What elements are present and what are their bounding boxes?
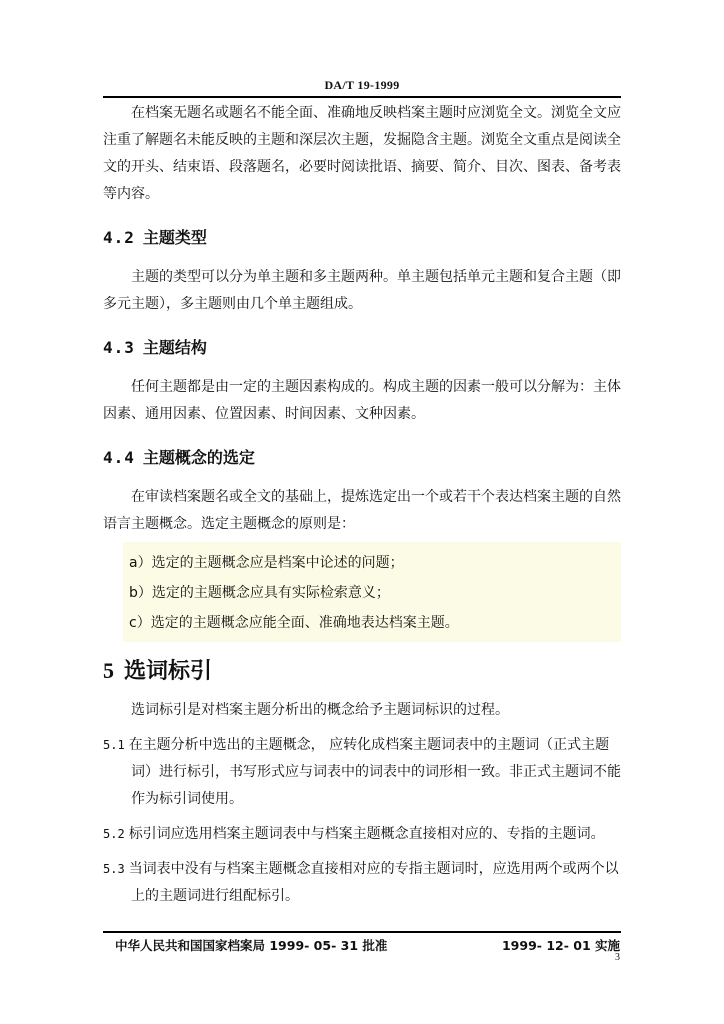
section-4-3-heading	[103, 337, 621, 359]
clause-5-2	[103, 821, 621, 848]
clause-number: 5.1	[103, 738, 125, 752]
section-4-2-body: 主题的类型可以分为单主题和多主题两种。单主题包括单元主题和复合主题（即多元主题），多主题则由几个单主题组成。	[103, 269, 621, 312]
section-5-heading	[103, 656, 621, 687]
clause-5-1	[103, 732, 621, 813]
section-number: 4.3	[103, 338, 135, 357]
section-5-body: 选词标引是对档案主题分析出的概念给予主题词标识的过程。	[131, 702, 509, 718]
section-title: 主题结构	[142, 338, 207, 357]
list-item: a）选定的主题概念应是档案中论述的问题；	[129, 555, 404, 571]
footer-rule	[103, 931, 621, 933]
standard-code: DA/T 19-1999	[324, 78, 400, 92]
section-number: 5	[103, 658, 114, 683]
clause-5-3	[103, 856, 621, 910]
section-4-2-heading	[103, 227, 621, 249]
section-4-3-body: 任何主题都是由一定的主题因素构成的。构成主题的因素一般可以分解为：主体因素、通用因素、位置因素、时间因素、文种因素。	[103, 379, 621, 422]
page-content	[103, 100, 621, 910]
section-number: 4.2	[103, 228, 135, 247]
header-rule	[103, 96, 621, 98]
page-number: 3	[615, 952, 620, 963]
list-item: b）选定的主题概念应具有实际检索意义；	[129, 585, 390, 601]
clause-text: 当词表中没有与档案主题概念直接相对应的专指主题词时，应选用两个或两个以上的主题词进行组配标引。	[128, 861, 619, 904]
section-title: 主题类型	[142, 228, 207, 247]
list-item: c）选定的主题概念应能全面、准确地表达档案主题。	[129, 615, 459, 631]
implementation-date: 1999- 12- 01 实施	[501, 938, 620, 953]
principles-list	[123, 542, 621, 642]
clause-number: 5.2	[103, 827, 125, 841]
intro-paragraph: 在档案无题名或题名不能全面、准确地反映档案主题时应浏览全文。浏览全文应注重了解题名未能反映的主题和深层次主题，发掘隐含主题。浏览全文重点是阅读全文的开头、结束语、段落题名，必要时阅读批语、摘要、简介、目次、图表、备考表等内容。	[103, 105, 621, 202]
section-4-4-body: 在审读档案题名或全文的基础上，提炼选定出一个或若干个表达档案主题的自然语言主题概念。选定主题概念的原则是：	[103, 489, 621, 532]
clause-text: 在主题分析中选出的主题概念， 应转化成档案主题词表中的主题词（正式主题词）进行标引，书写形式应与词表中的词表中的词形相一致。非正式主题词不能作为标引词使用。	[128, 737, 621, 807]
clause-text: 标引词应选用档案主题词表中与档案主题概念直接相对应的、专指的主题词。	[128, 826, 605, 842]
approval-statement: 中华人民共和国国家档案局 1999- 05- 31 批准	[115, 938, 388, 953]
section-number: 4.4	[103, 448, 135, 467]
section-title: 选词标引	[124, 659, 213, 684]
clause-number: 5.3	[103, 862, 125, 876]
section-title: 主题概念的选定	[142, 448, 255, 467]
section-4-4-heading	[103, 447, 621, 469]
